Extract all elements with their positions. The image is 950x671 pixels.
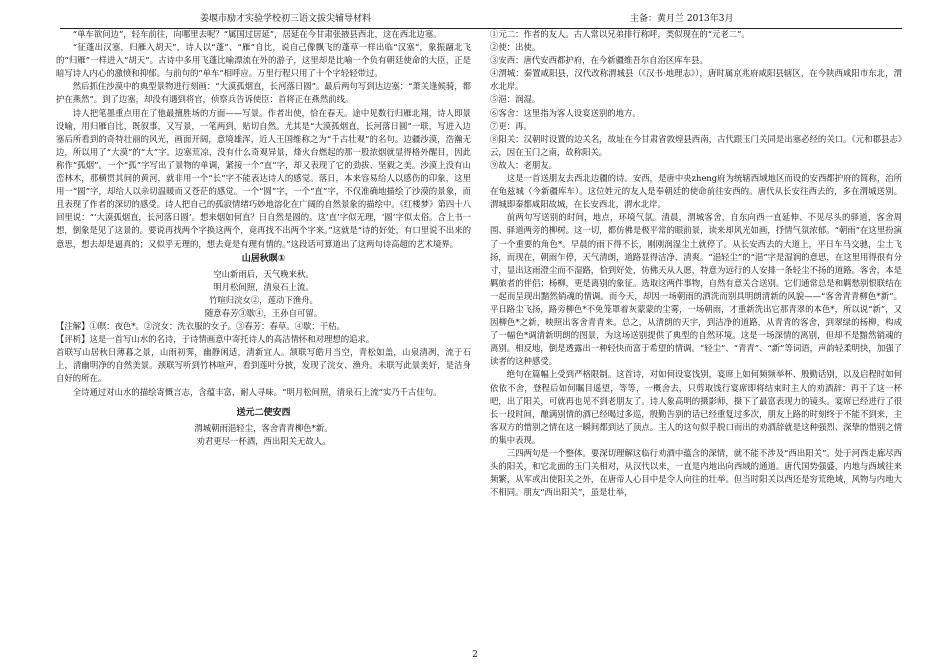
right-column	[490, 28, 902, 499]
note-item: ①元二：作者的友人。古人常以兄弟排行称呼，类似现在的“元老二”。	[490, 29, 750, 39]
header-author-date: 主备：黄月兰 2013年3月	[630, 14, 734, 24]
paragraph: 三四两句是一个整体。要深切理解这临行劝酒中蕴含的深情，就不能不涉及“西出阳关”。处于河西走廊尽西头的阳关，和它北面的玉门关相对，从汉代以来，一直是内地出向西域的通道。唐代国势强盛，内地与西域往来频繁，从军或出使阳关之外，在唐帝人心目中是令人向往的壮举。但当时阳关以西还是穷荒绝域，风物与内地大不相同。朋友“西出阳关”，虽是壮举，	[490, 448, 902, 498]
poem-line: 竹喧归浣女②，莲动下渔舟。	[209, 294, 318, 305]
note-item: ⑤浥：润湿。	[490, 94, 541, 105]
paragraph: 全诗通过对山水的描绘寄慨言志，含蕴丰富，耐人寻味。“明月松间照，清泉石上流”实乃千古佳句。	[72, 386, 442, 397]
poem-line: 空山新雨后，天气晚来秋。	[213, 268, 314, 279]
note-item: ⑥客舍：这里指为客人设宴送别的地方。	[490, 107, 641, 118]
note-item: ⑦更：再。	[490, 120, 532, 131]
note-item: ⑧阳关：汉朝时设置的边关名，故址在今甘肃省敦煌县西南，古代跟玉门关同是出塞必经的关口。《元和郡县志》云，因在玉门之南，故称阳关。	[490, 133, 902, 157]
poem-comment: 【评析】这是一首写山水的名诗，于诗情画意中寄托诗人的高洁情怀和对理想的追求。	[56, 334, 375, 345]
poem-title: 送元二使安西	[236, 407, 291, 418]
poem-line: 明月松间照，清泉石上流。	[213, 281, 314, 292]
paragraph: “单车欲问边”，轻车前往，向哪里去呢？“属国过居延”，居延在今甘肃张掖县西北，这在西北边塞。	[72, 29, 442, 39]
paragraph: 然后抓住沙漠中的典型景物进行刻画：“大漠孤烟直，长河落日圆”。最后两句写到达边塞：“萧关逢候骑，都护在燕然”。到了边塞，却没有遇到将官，侦察兵告诉使臣：首将正在燕然前线。	[56, 81, 471, 105]
poem-notes: 【注解】①暝：夜色*。②浣女：洗衣服的女子。③春芳：春草。④歇：干枯。	[56, 321, 345, 332]
paragraph: 这是一首送朋友去西北边疆的诗。安西，是唐中央zheng府为统辖西域地区而设的安西都护府的简称，治所在龟兹城（今新疆库车）。这位姓元的友人是奉朝廷的使命前往安西的。唐代从长安往西去的，多在渭城送别。渭城即秦都咸阳故城，在长安西北，渭水北岸。	[490, 173, 902, 210]
left-column	[56, 28, 471, 448]
page-number: 2	[472, 650, 478, 660]
paragraph: 首联写山居秋日薄暮之景，山雨初霁，幽静闲适，清新宜人。颔联写皓月当空，青松如盖，山泉清冽，流于石上，清幽明净的自然美景。颈联写听到竹林喧声，看到莲叶分披，发现了浣女、渔舟。未联写此景美好，是洁身自好的所在。	[56, 347, 471, 384]
paragraph: 诗人把笔墨重点用在了他最擅胜场的方面——写景。作者出使，恰在春天。途中见数行归雁北翔，诗人即景设喻，用归雁自比，既叙事，又写景，一笔两到，贴切自然。尤其是“大漠孤烟直，长河落日圆”一联，写进入边塞后所看到的奇特壮丽的风光，画面开阔，意境雄浑，近人王国维称之为“千古壮观”的名句。边疆沙漠，浩瀚无边，所以用了“大漠”的“大”字。边塞荒凉，没有什么奇观异景，烽火台燃起的那一股浓烟就显得格外醒目，因此称作“孤烟”。一个“孤”字写出了景物的单调，紧接一个“直”字，却又表现了它的劲拔、坚毅之美。沙漠上没有山峦林木，那横贯其间的黄河，就非用一个“长”字不能表达诗人的感觉。落日，本来容易给人以感伤的印象，这里用一“圆”字，却给人以亲切温暖而又苍茫的感觉。一个“圆”字，一个“直”字，不仅准确地描绘了沙漠的景象，而且表现了作者的深切的感受。诗人把自己的孤寂情绪巧妙地溶化在广阔的自然景象的描绘中。《红楼梦》第四十八回里说：“‘大漠孤烟直，长河落日圆’。想来烟如何直？日自然是圆的。这‘直’字似无理，‘圆’字似太俗。合上书一想，倒象是见了这景的。要说再找两个字换这两个，竟再找不出两个字来。”这就是“诗的好处，有口里说不出来的意思，想去却是逼真的；又似乎无理的，想去竟是有理有情的。”这段话可算道出了这两句诗高超的艺术境界。	[56, 107, 471, 249]
note-item: ③安西：唐代安西都护府，在今新疆维吾尔自治区库车县。	[490, 55, 708, 66]
poem-line: 随意春芳③歇④，王孙自可留。	[204, 307, 323, 318]
note-item: ④渭城：秦置咸阳县，汉代改称渭城县（《汉书·地理志》），唐时属京兆府咸阳县辖区，在今陕西咸阳市东北，渭水北岸。	[490, 68, 902, 92]
page-header	[0, 8, 950, 22]
poem-line: 劝君更尽一杯酒，西出阳关无故人。	[196, 435, 331, 446]
poem-title: 山居秋暝①	[241, 253, 286, 264]
poem-line: 渭城朝雨浥轻尘，客舍青青柳色*新。	[194, 422, 333, 433]
paragraph: 前两句写送别的时间，地点，环境气氛。清晨，渭城客舍，自东向西一直延伸、不见尽头的驿道，客舍周围、驿道两旁的柳树。这一切，都仿佛是极平常的眼前景，读来却风光如画，抒情气氛浓郁。“朝雨”在这里扮演了一个重要的角色*。早晨的雨下得不长，刚刚润湿尘土就停了。从长安西去的大道上，平日车马交驰，尘土飞扬，而现在，朝雨乍停，天气清朗，道路显得洁净、清爽。“浥轻尘”的“浥”字是湿润的意思，在这里用得很有分寸，显出这雨澄尘而不湿路，恰到好处，仿佛天从人愿，特意为远行的人安排一条轻尘不扬的道路。客舍，本是羁旅者的伴侣；杨柳，更是离别的象征。选取这两件事物，自然有意关合送别。它们通常总是和羁愁别恨联结在一起而呈现出黯然销魂的情调。而今天，却因一场朝雨的洒洗而别具明朗清新的风貌——“客舍青青柳色*新”。平日路尘飞扬，路旁柳色*不免笼罩着灰蒙蒙的尘雾，一场朝雨，才重新洗出它那青翠的本色*，所以说“新”，又因柳色*之新，映照出客舍青青来。总之，从清朗的天宇，到洁净的道路，从青青的客舍，到翠绿的杨柳，构成了一幅色*调清新明朗的图景，为这场送别提供了典型的自然环境。这是一场深情的离别，但却不是黯然销魂的离别。相反地，倒是透露出一种轻快而富于希望的情调。“轻尘”、“青青”、“新”等词语，声韵轻柔明快，加强了读者的这种感受。	[490, 212, 902, 367]
paragraph: 绝句在篇幅上受到严格限制。这首诗，对如何设宴饯别，宴席上如何频频举杯、殷勤话别，以及启程时如何依依不舍，登程后如何瞩目遥望，等等，一概舍去，只剪取饯行宴席即将结束时主人的劝酒辞：再干了这一杯吧，出了阳关，可就再也见不到老朋友了。诗人象高明的摄影师，摄下了最富表现力的镜头。宴席已经进行了很长一段时间，酿满别情的酒已经喝过多巡，殷勤告别的话已经重复过多次，朋友上路的时刻终于不能不到来，主客双方的惜别之情在这一瞬间都到达了顶点。主人的这句似乎脱口而出的劝酒辞就是这种强烈、深挚的惜别之情的集中表现。	[490, 369, 902, 445]
paragraph: “征蓬出汉塞，归雁入胡天”，诗人以“蓬”、“雁”自比，说自己像飘飞的蓬草一样出临“汉塞”，象振翮北飞的“归雁”一样进入“胡天”。古诗中多用飞蓬比喻漂流在外的游子，这里却是比喻一个负有朝廷使命的大臣，正是暗写诗人内心的激愤和抑郁。与前句的“单车”相呼应。万里行程只用了十个字轻轻带过。	[56, 42, 471, 79]
header-title: 姜堰市励才实验学校初三语文拔尖辅导材料	[200, 14, 372, 24]
note-item: ②使：出使。	[490, 42, 541, 53]
note-item: ⑨故人：老朋友。	[490, 159, 557, 170]
